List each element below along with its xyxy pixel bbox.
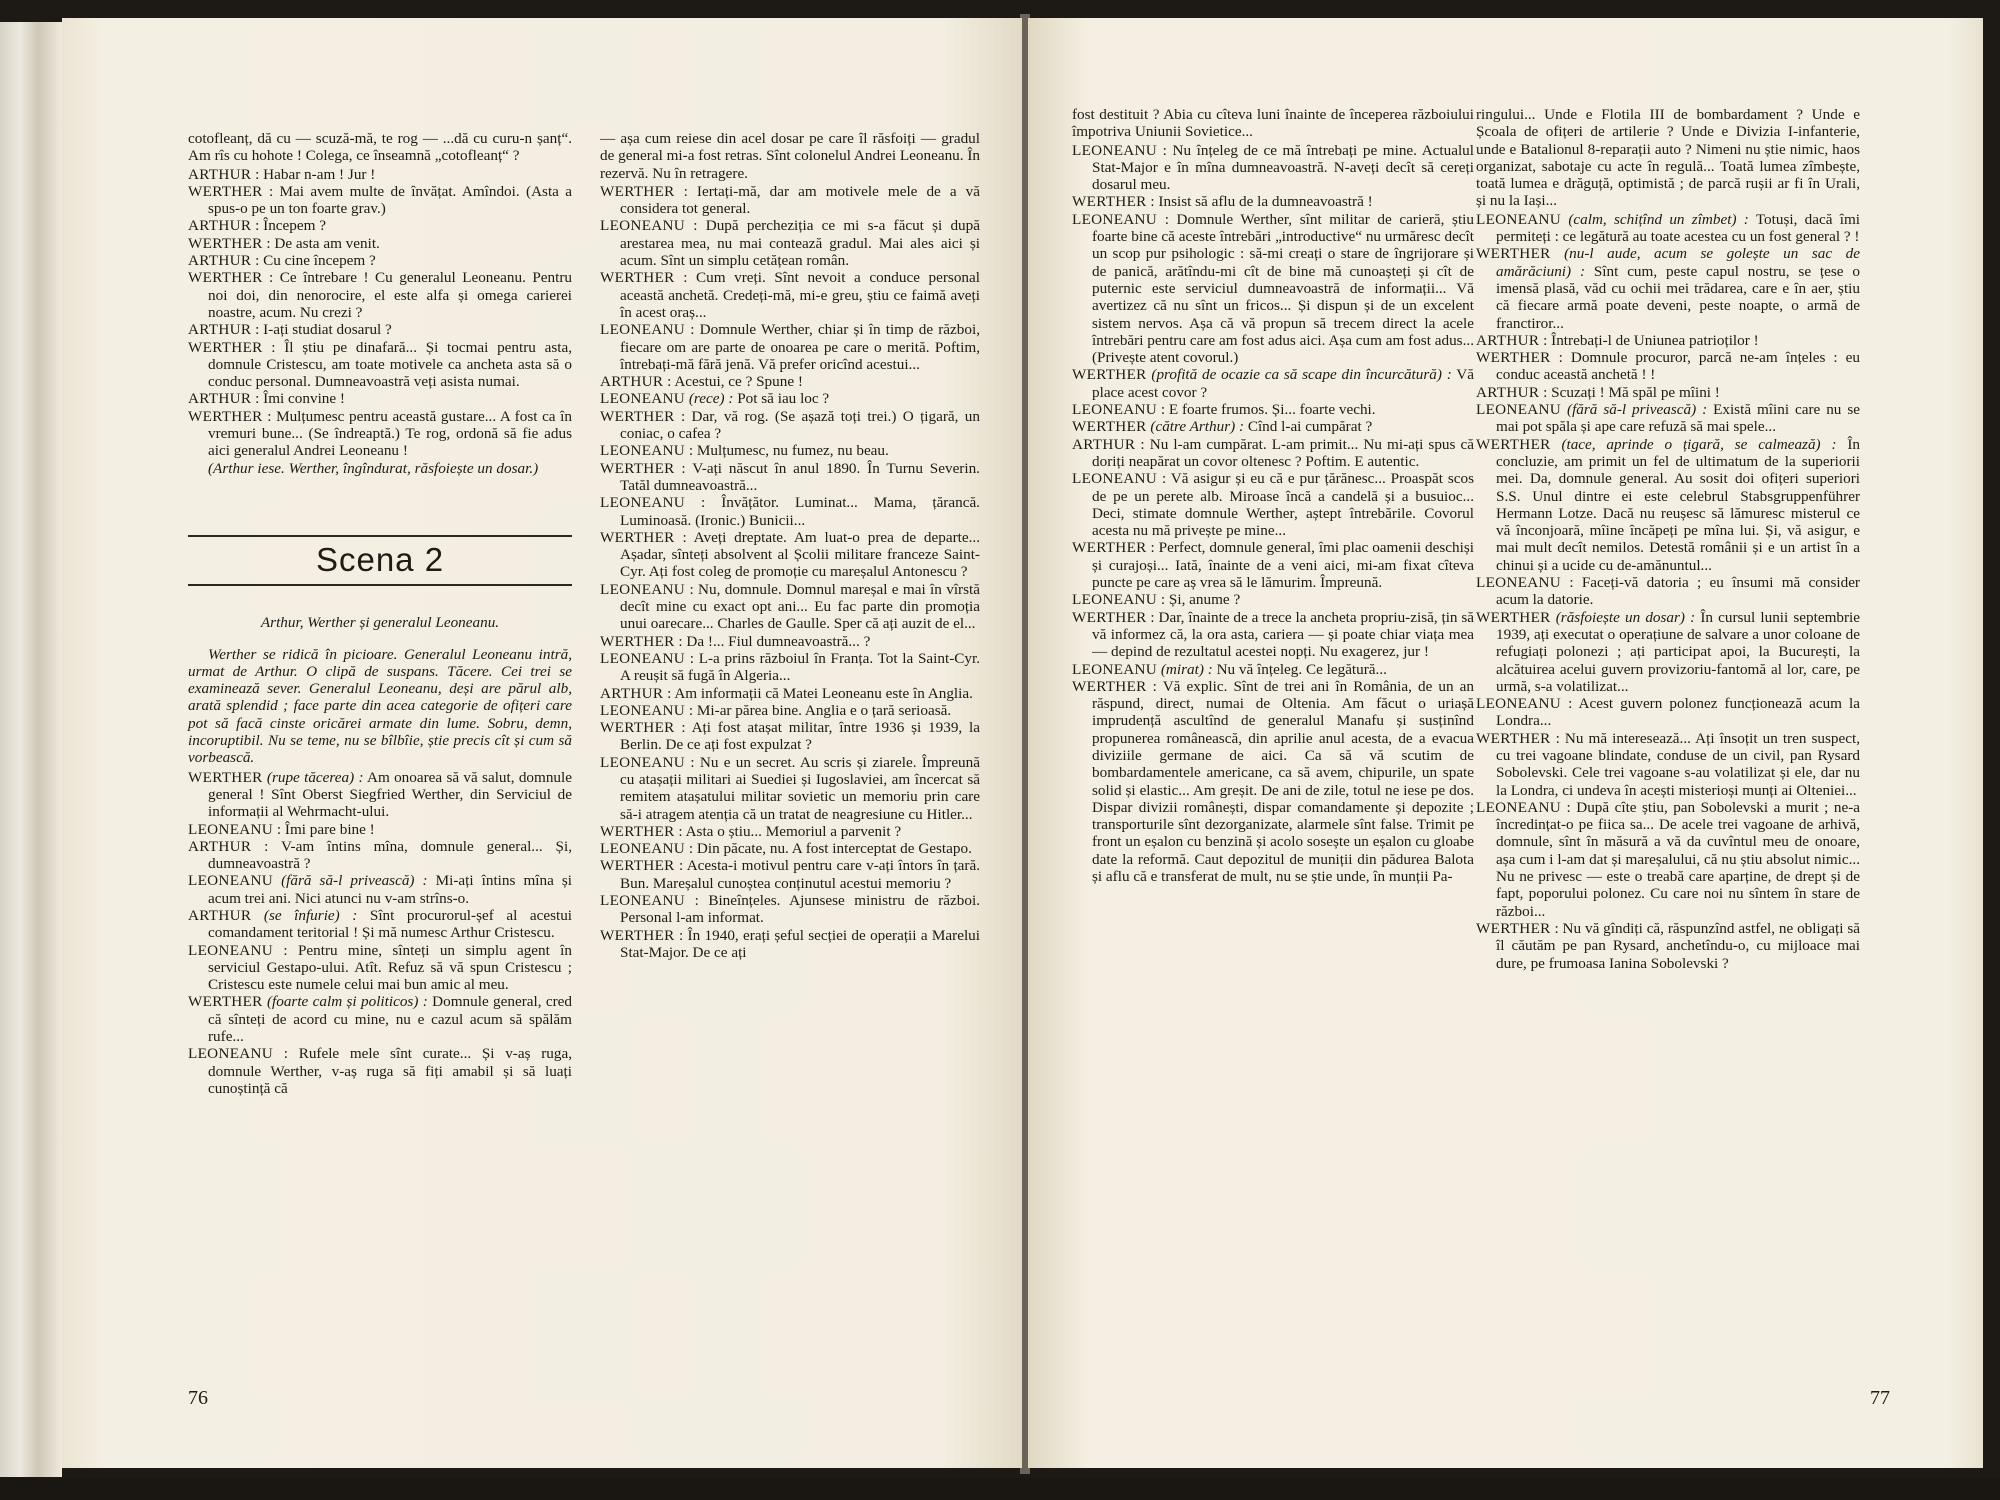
dialogue-text: Îmi convine !	[263, 390, 345, 408]
dialogue-text: Scuzați ! Mă spăl pe mîini !	[1551, 383, 1720, 401]
dialogue-text: În cursul lunii septembrie 1939, ați executat o operațiune de salvare a unor coloane de refugiați polonezi ; ați participat apoi, la București, la alcătuirea acelui guvern provizoriu-fantomă al lor, care, pe urmă, s-a volatilizat...	[1496, 608, 1860, 695]
dialogue-text: Nu l-am cumpărat. L-am primit... Nu mi-ați spus că doriți neapărat un covor oltenesc ? Poftim. E autentic.	[1092, 435, 1474, 470]
right-page-column-2	[1476, 106, 1860, 972]
dialogue-line: LEONEANU : Învățător. Luminat... Mama, țărancă. Luminoasă. (Ironic.) Bunicii...	[600, 494, 980, 529]
dialogue-line: LEONEANU : Vă asigur și eu că e pur țărănesc... Proaspăt scos de pe un perete alb. Miroase încă a candelă și a busuioc... Deci, stimate domnule Werther, aștept întrebările. Covorul acesta nu mă privește pe mine...	[1072, 470, 1474, 540]
dialogue-text: Asta o știu... Memoriul a parvenit ?	[685, 822, 902, 840]
dialogue-line: WERTHER : Acesta-i motivul pentru care v-ați întors în țară. Bun. Mareșalul cunoștea conținutul acestui memoriu ?	[600, 857, 980, 892]
dialogue-line: ARTHUR : Cu cine începem ?	[188, 252, 376, 270]
dialogue-line: ARTHUR : Am informații că Matei Leoneanu este în Anglia.	[600, 684, 973, 702]
stage-direction: (rece) :	[688, 390, 734, 408]
dialogue-line: LEONEANU : Bineînțeles. Ajunsese ministru de război. Personal l-am informat.	[600, 892, 980, 927]
speaker-name: WERTHER	[1072, 608, 1147, 626]
dialogue-text: După percheziția ce mi s-a făcut și după arestarea mea, nu mai contează gradul. Mai ales aici și acum. Sînt un simplu cetățean român.	[620, 217, 980, 270]
dialogue-line: ARTHUR : V-am întins mîna, domnule general... Și, dumneavoastră ?	[188, 837, 572, 873]
speaker-name: ARTHUR	[188, 906, 252, 924]
page-number: 76	[188, 1387, 208, 1409]
dialogue-text: Faceți-vă datoria ; eu însumi mă consider acum la datorie.	[1496, 574, 1860, 609]
stage-direction: (răsfoiește un dosar) :	[1555, 608, 1696, 626]
continued-paragraph: — așa cum reiese din acel dosar pe care îl răsfoiți — gradul de general mi-a fost retras. Sînt colonelul Andrei Leoneanu. În rezervă. Nu în retragere.	[600, 130, 980, 182]
dialogue-text: Am informații că Matei Leoneanu este în Anglia.	[674, 684, 973, 702]
dialogue-line: LEONEANU : Mulțumesc, nu fumez, nu beau.	[600, 442, 889, 460]
dialogue-line: WERTHER : Dar, înainte de a trece la ancheta propriu-zisă, țin să vă informez că, la ora asta, cariera — și poate chiar viața mea — depind de rezultatul acestei nopți. Nu exagerez, jur !	[1072, 608, 1474, 661]
speaker-name: LEONEANU	[600, 494, 686, 512]
speaker-name: ARTHUR	[600, 373, 664, 391]
dialogue-text: Acest guvern polonez funcționează acum la Londra...	[1496, 695, 1860, 730]
dialogue-text: Rufele mele sînt curate... Și v-aș ruga, domnule Werther, v-aș ruga să fiți amabil și să luați cunoștință că	[208, 1045, 572, 1097]
dialogue-text: Îmi pare bine !	[284, 820, 375, 838]
dialogue-text: I-ați studiat dosarul ?	[263, 321, 392, 339]
dialogue-text: Nu vă gîndiți că, răspunzînd astfel, ne obligați să îl căutăm pe pan Rysard, anchetîndu-o, cu mijloace mai dure, pe frumoasa Ianina Sobolevski ?	[1496, 919, 1860, 972]
dialogue-text: Mi-ar părea bine. Anglia e o țară serioasă.	[696, 701, 952, 719]
dialogue-text: V-ați născut în anul 1890. În Turnu Severin. Tatăl dumneavoastră...	[620, 459, 980, 494]
speaker-name: LEONEANU	[600, 390, 686, 408]
dialogue-line: LEONEANU : Rufele mele sînt curate... Și v-aș ruga, domnule Werther, v-aș ruga să fiți amabil și să luați cunoștință că	[188, 1045, 572, 1097]
dialogue-line: LEONEANU : Faceți-vă datoria ; eu însumi mă consider acum la datorie.	[1476, 574, 1860, 609]
dialogue-text: Mulțumesc pentru această gustare... A fost ca în vremuri bune... (Se îndreaptă.) Te rog, ordonă să fie adus aici generalul Andrei Leoneanu !	[208, 407, 572, 460]
dialogue-line	[1476, 401, 1860, 436]
dialogue-line: WERTHER : Ați fost atașat militar, între 1936 și 1939, la Berlin. De ce ați fost expulzat ?	[600, 719, 980, 754]
dialogue-line	[188, 769, 572, 821]
speaker-name: WERTHER	[188, 768, 263, 786]
dialogue-line: WERTHER : Da !... Fiul dumneavoastră... ?	[600, 632, 871, 650]
speaker-name: ARTHUR	[1476, 383, 1540, 401]
page-number: 77	[1870, 1387, 1890, 1409]
dialogue-text: Am onoarea să vă salut, domnule general ! Sînt Oberst Siegfried Werther, din Serviciul de informații al Wehrmacht-ului.	[208, 768, 572, 821]
scene-heading-block	[188, 535, 572, 586]
dialogue-text: Nu înțeleg de ce mă întrebați pe mine. Actualul Stat-Major e în mîna dumneavoastră. N-aveți decît să cereți dosarul meu.	[1092, 141, 1474, 194]
speaker-name: WERTHER	[1476, 435, 1551, 453]
stage-direction: (mirat) :	[1160, 660, 1213, 678]
dialogue-line: ARTHUR : Acestui, ce ? Spune !	[600, 373, 803, 391]
background-strip	[0, 1478, 2000, 1500]
dialogue-text: V-am întins mîna, domnule general... Și, dumneavoastră ?	[208, 837, 572, 873]
dialogue-text: După cîte știu, pan Sobolevski a murit ; ne-a încredințat-o pe fiica sa... De acele trei vagoane de arhivă, domnule, sînt în măsură a vă da cuvîntul meu de onoare, așa cum i l-am dat și mareșalului, că nu știu absolut nimic... Nu ne privesc — este o treabă care aparține, de drept și de fapt, poporului polonez. Cu care noi nu sîntem în stare de război...	[1496, 798, 1860, 920]
dialogue-line: LEONEANU : Acest guvern polonez funcționează acum la Londra...	[1476, 695, 1860, 730]
dialogue-line: WERTHER : Aveți dreptate. Am luat-o prea de departe... Așadar, sînteți absolvent al Școlii militare franceze Saint-Cyr. Ați fost coleg de promoție cu mareșalul Antonescu ?	[600, 528, 980, 581]
speaker-name: WERTHER	[1476, 245, 1551, 263]
speaker-name: ARTHUR	[188, 321, 252, 339]
dialogue-line: WERTHER : Insist să aflu de la dumneavoastră !	[1072, 193, 1373, 211]
left-page-column-2	[600, 130, 980, 961]
speaker-name: WERTHER	[1072, 677, 1147, 695]
dialogue-text: În concluzie, am primit un fel de ultimatum de la superiorii mei. Da, domnule general. Au sosit doi ofițeri superiori S.S. Unul dintre ei este celebrul Stabsgruppenführer Hermann Lotze. Dacă nu reușesc să lămuresc misterul ce vă înconjoară, mîine încăpeți pe mîna lui. Și, vă asigur, e mai mult decît nemilos. Detestă românii și e un artist în a chinui și a ucide cu de-amănuntul...	[1496, 435, 1861, 574]
speaker-name: ARTHUR	[1476, 331, 1540, 349]
dialogue-text: Vă explic. Sînt de trei ani în România, de un an răspund, direct, numai de Oltenia. Am făcut o uriașă imprudență ascultînd de generalul Manafu și susținînd propunerea românească, din aprilie anul acesta, de a evacua diviziile germane de aici. Ca să vă scutim de bombardamentele americane, ca să avem, chipurile, un spate solid și elastic... Am greșit. De ani de zile, totul ne iese pe dos. Dispar divizii românești, dispar comandamente și depozite ; transporturile sînt dezorganizate, alarmele sînt false. Trimit pe front un eșalon cu benzină și acolo sosește un eșalon cu gloabe date la reformă. Caut depozitul de muniții din pădurea Balota și aflu că e transferat de mult, nu se știe unde, în munții Pa-	[1092, 677, 1474, 886]
speaker-name: WERTHER	[600, 632, 675, 650]
speaker-name: LEONEANU	[1476, 210, 1562, 228]
dialogue-text: Vă place acest covor ?	[1092, 366, 1474, 401]
speaker-name: LEONEANU	[1072, 591, 1158, 609]
speaker-name: WERTHER	[600, 926, 675, 944]
speaker-name: LEONEANU	[600, 892, 686, 910]
dialogue-text: Perfect, domnule general, îmi plac oamenii deschiși și curajoși... Iată, înainte de a veni aici, mi-am fixat cîteva puncte pe care aș vrea să le lămurim. Împreună.	[1092, 539, 1474, 592]
speaker-name: LEONEANU	[188, 820, 274, 838]
dialogue-line: LEONEANU : Nu e un secret. Au scris și ziarele. Împreună cu atașații militari ai Suediei și Iugoslaviei, am încercat să remitem atașatului militar sovietic un memoriu prin care să-i atragem atenția că un tratat de neagresiune cu Hitler...	[600, 753, 980, 823]
speaker-name: WERTHER	[188, 269, 263, 287]
speaker-name: ARTHUR	[188, 390, 252, 408]
dialogue-text: Nu mă interesează... Ați însoțit un tren suspect, cu trei vagoane blindate, conduse de un civil, pan Rysard Sobolevski. Cele trei vagoane s-au volatilizat și ele, dar nu la Londra, ci undeva în acești misterioși munți ai Olteniei...	[1496, 729, 1860, 799]
speaker-name: ARTHUR	[188, 252, 252, 270]
dialogue-text: Iertați-mă, dar am motivele mele de a vă considera tot general.	[620, 182, 980, 218]
dialogue-text: Și, anume ?	[1168, 591, 1241, 609]
dialogue-line: LEONEANU : După percheziția ce mi s-a făcut și după arestarea mea, nu mai contează gradul. Mai ales aici și acum. Sînt un simplu cetățean român.	[600, 217, 980, 270]
dialogue-line: WERTHER : Nu vă gîndiți că, răspunzînd astfel, ne obligați să îl căutăm pe pan Rysard, anchetîndu-o, cu mijloace mai dure, pe frumoasa Ianina Sobolevski ?	[1476, 919, 1860, 972]
dialogue-line: WERTHER : De asta am venit.	[188, 234, 380, 252]
right-page-column-1	[1072, 106, 1474, 885]
dialogue-line: WERTHER : Domnule procuror, parcă ne-am înțeles : eu conduc această anchetă ! !	[1476, 349, 1860, 384]
dialogue-line: ARTHUR : Începem ?	[188, 217, 326, 235]
speaker-name: LEONEANU	[600, 442, 686, 460]
dialogue-text: Sînt procurorul-șef al acestui comandament teritorial ! Și mă numesc Arthur Cristescu.	[208, 906, 573, 942]
speaker-name: WERTHER	[188, 182, 263, 200]
dialogue-text: Da !... Fiul dumneavoastră... ?	[686, 632, 871, 650]
speaker-name: WERTHER	[1476, 919, 1551, 937]
dialogue-text: Cînd l-ai cumpărat ?	[1247, 418, 1373, 436]
dialogue-line: WERTHER : V-ați născut în anul 1890. În Turnu Severin. Tatăl dumneavoastră...	[600, 459, 980, 494]
column-text-block	[188, 646, 572, 1098]
dialogue-line	[1476, 245, 1860, 331]
dialogue-line: LEONEANU : Nu înțeleg de ce mă întrebați pe mine. Actualul Stat-Major e în mîna dumneavoastră. N-aveți decît să cereți dosarul meu.	[1072, 141, 1474, 194]
speaker-name: LEONEANU	[600, 649, 686, 667]
dialogue-line: WERTHER : Perfect, domnule general, îmi plac oamenii deschiși și curajoși... Iată, înainte de a veni aici, mi-am fixat cîteva puncte pe care aș vrea să le lămurim. Împreună.	[1072, 539, 1474, 592]
dialogue-line: ARTHUR : Nu l-am cumpărat. L-am primit... Nu mi-ați spus că doriți neapărat un covor oltenesc ? Poftim. E autentic.	[1072, 435, 1474, 470]
speaker-name: WERTHER	[600, 269, 675, 287]
speaker-name: LEONEANU	[600, 321, 686, 339]
dialogue-text: Domnule procuror, parcă ne-am înțeles : eu conduc această anchetă ! !	[1496, 349, 1860, 384]
dialogue-line	[188, 993, 572, 1045]
dialogue-text: Pentru mine, sînteți un simplu agent în serviciul Gestapo-ului. Atît. Refuz să vă spun Cristescu ; Cristescu este numele celui mai bun amic al meu.	[208, 941, 572, 994]
dialogue-text: Sînt cum, peste capul nostru, se țese o imensă plasă, văd cu ochii mei trădarea, care e în aer, știu că fiecare armă poate deveni, peste noapte, o armă de franctiror...	[1496, 262, 1860, 332]
dialogue-text: Învățător. Luminat... Mama, țărancă. Luminoasă. (Ironic.) Bunicii...	[620, 494, 980, 529]
speaker-name: LEONEANU	[1072, 660, 1158, 678]
continued-paragraph: fost destituit ? Abia cu cîteva luni înainte de începerea războiului împotriva Uniunii Sovietice...	[1072, 106, 1474, 141]
dialogue-line: WERTHER : Mulțumesc pentru această gustare... A fost ca în vremuri bune... (Se îndreaptă.) Te rog, ordonă să fie adus aici generalul Andrei Leoneanu !	[188, 407, 572, 460]
dialogue-text: Din păcate, nu. A fost interceptat de Gestapo.	[696, 840, 972, 858]
stage-direction: (către Arthur) :	[1150, 418, 1245, 436]
continued-paragraph: cotofleanț, dă cu — scuză-mă, te rog — ...dă cu curu-n șanț“. Am rîs cu hohote ! Colega, ce înseamnă „cotofleanț“ ?	[188, 130, 572, 165]
dialogue-line: LEONEANU : După cîte știu, pan Sobolevski a murit ; ne-a încredințat-o pe fiica sa... De acele trei vagoane de arhivă, domnule, sînt în măsură a vă da cuvîntul meu de onoare, așa cum i l-am dat și mareșalului, că nu știu absolut nimic... Nu ne privesc — este o treabă care aparține, de drept și de fapt, poporului polonez. Cu care noi nu sîntem în stare de război...	[1476, 798, 1860, 920]
dialogue-text: Acesta-i motivul pentru care v-ați întors în țară. Bun. Mareșalul cunoștea conținutul acestui memoriu ?	[620, 857, 980, 892]
dialogue-text: Îl știu pe dinafară... Și tocmai pentru asta, domnule Cristescu, am toate motivele ca ancheta asta să o conduc personal. Dumneavoastră veți asista numai.	[208, 338, 572, 391]
dialogue-line: LEONEANU : E foarte frumos. Și... foarte vechi.	[1072, 401, 1376, 419]
speaker-name: LEONEANU	[188, 872, 274, 890]
stage-direction: (calm, schițînd un zîmbet) :	[1568, 210, 1749, 228]
speaker-name: LEONEANU	[1072, 141, 1158, 159]
dialogue-line: ARTHUR : Scuzați ! Mă spăl pe mîini !	[1476, 383, 1720, 401]
dialogue-text: De asta am venit.	[274, 234, 380, 252]
dialogue-text: Dar, vă rog. (Se așază toți trei.) O țigară, un coniac, o cafea ?	[620, 407, 980, 443]
stage-direction: (fără să-l privească) :	[1567, 401, 1708, 419]
speaker-name: LEONEANU	[1476, 574, 1562, 592]
stage-direction-paragraph: (Arthur iese. Werther, îngîndurat, răsfoiește un dosar.)	[208, 459, 539, 477]
dialogue-text: În 1940, erați șeful secției de operații a Marelui Stat-Major. De ce ați	[620, 926, 980, 961]
speaker-name: WERTHER	[600, 182, 675, 200]
stage-direction: (foarte calm și politicos) :	[266, 993, 428, 1011]
dialogue-text: Ați fost atașat militar, între 1936 și 1939, la Berlin. De ce ați fost expulzat ?	[620, 719, 980, 754]
left-page-column-1	[188, 130, 572, 1097]
speaker-name: WERTHER	[188, 234, 263, 252]
dialogue-text: Domnule Werther, sînt militar de carieră, știu foarte bine că aceste întrebări „introductive“ nu urmăresc decît un scop pur psihologic : să-mi creați o stare de îngrijorare și de panică, arătîndu-mi cît de bine mă cunoașteți și cît de puternic este serviciul dumneavoastră de informații... Vă avertizez că nu sînt un fricos... Și dispun și de un excelent sistem nervos. Așa că vă propun să trecem direct la acele întrebări pentru care am fost adus aici. Așa cum am fost adus... (Privește atent covorul.)	[1092, 210, 1474, 367]
dialogue-line: WERTHER : Nu mă interesează... Ați însoțit un tren suspect, cu trei vagoane blindate, conduse de un civil, pan Rysard Sobolevski. Cele trei vagoane s-au volatilizat și ele, dar nu la Londra, ci undeva în acești misterioși munți ai Olteniei...	[1476, 729, 1860, 799]
dialogue-text: Domnule general, cred că sînteți de acord cu mine, nu e cazul acum să spălăm rufe...	[208, 993, 573, 1046]
dialogue-text: Mai avem multe de învățat. Amîndoi. (Asta a spus-o pe un ton foarte grav.)	[208, 182, 572, 218]
dialogue-line: ARTHUR : I-ați studiat dosarul ?	[188, 321, 392, 339]
speaker-name: WERTHER	[188, 993, 263, 1011]
dialogue-line: WERTHER : În 1940, erați șeful secției de operații a Marelui Stat-Major. De ce ați	[600, 926, 980, 961]
stage-direction-paragraph: Werther se ridică în picioare. Generalul Leoneanu intră, urmat de Arthur. O clipă de suspans. Tăcere. Cei trei se examinează sever. Generalul Leoneanu, deși are părul alb, arată splendid ; face parte din acea categorie de ofițeri care pot să facă cinste oricărei armate din lume. Sobru, demn, incoruptibil. Nu se teme, nu se bîlbîie, știe precis cît și cum să vorbească.	[188, 645, 572, 767]
speaker-name: WERTHER	[1072, 193, 1147, 211]
speaker-name: WERTHER	[1072, 539, 1147, 557]
dialogue-line	[600, 390, 980, 407]
dialogue-text: Mulțumesc, nu fumez, nu beau.	[696, 442, 889, 460]
speaker-name: ARTHUR	[188, 165, 252, 183]
dialogue-line: LEONEANU : L-a prins războiul în Franța. Tot la Saint-Cyr. A reușit să fugă în Algeria...	[600, 649, 980, 685]
stage-direction: (tace, aprinde o țigară, se calmează) :	[1561, 435, 1837, 453]
speaker-name: LEONEANU	[1072, 470, 1158, 488]
speaker-name: WERTHER	[188, 407, 263, 425]
dialogue-text: Aveți dreptate. Am luat-o prea de departe... Așadar, sînteți absolvent al Școlii militare franceze Saint-Cyr. Ați fost coleg de promoție cu mareșalul Antonescu ?	[620, 528, 980, 581]
dialogue-text: E foarte frumos. Și... foarte vechi.	[1168, 401, 1376, 419]
dialogue-line	[188, 872, 572, 907]
dialogue-line: WERTHER : Iertați-mă, dar am motivele mele de a vă considera tot general.	[600, 182, 980, 218]
dialogue-text: Vă asigur și eu că e pur țărănesc... Proaspăt scos de pe un perete alb. Miroase încă a candelă și a busuioc... Deci, stimate domnule Werther, aștept întrebările. Covorul acesta nu mă privește pe mine...	[1092, 470, 1474, 540]
dialogue-line: WERTHER : Ce întrebare ! Cu generalul Leoneanu. Pentru noi doi, din nenorocire, el este alfa și omega carierei noastre, acum. Nu crezi ?	[188, 269, 572, 321]
speaker-name: WERTHER	[1476, 729, 1551, 747]
speaker-name: LEONEANU	[1476, 401, 1562, 419]
book-binding-edge	[0, 22, 62, 1477]
dialogue-text: Insist să aflu de la dumneavoastră !	[1158, 193, 1373, 211]
dialogue-text: L-a prins războiul în Franța. Tot la Saint-Cyr. A reușit să fugă în Algeria...	[620, 649, 980, 685]
dialogue-line: ARTHUR : Îmi convine !	[188, 390, 345, 408]
continued-paragraph: ringului... Unde e Flotila III de bombardament ? Unde e Școala de ofițeri de artilerie ? Unde e Divizia I-infanterie, unde e Batalionul 8-reparații auto ? Nimeni nu știe nimic, haos organizat, sabotaje cu acte în regulă... Toată lumea zîmbește, toată lumea e drăguță, optimistă ; de parcă rușii ar fi în Urali, și nu la Iași...	[1476, 106, 1860, 210]
dialogue-line: LEONEANU : Domnule Werther, chiar și în timp de război, fiecare om are parte de onoarea pe care o merită. Poftim, întrebați-mă fără jenă. Vă prefer oricînd acestui...	[600, 321, 980, 373]
dialogue-text: Dar, înainte de a trece la ancheta propriu-zisă, țin să vă informez că, la ora asta, cariera — și poate chiar viața mea — depind de rezultatul acestei nopți. Nu exagerez, jur !	[1092, 608, 1474, 661]
dialogue-text: Cu cine începem ?	[263, 252, 376, 270]
speaker-name: ARTHUR	[188, 217, 252, 235]
speaker-name: LEONEANU	[188, 1045, 274, 1063]
speaker-name: ARTHUR	[600, 684, 664, 702]
dialogue-line: LEONEANU : Mi-ar părea bine. Anglia e o țară serioasă.	[600, 701, 952, 719]
left-page	[62, 18, 1022, 1468]
dialogue-text: Habar n-am ! Jur !	[263, 165, 376, 183]
scene-rule-bottom	[188, 584, 572, 586]
speaker-name: WERTHER	[188, 338, 263, 356]
speaker-name: WERTHER	[600, 459, 675, 477]
speaker-name: LEONEANU	[600, 753, 686, 771]
speaker-name: WERTHER	[600, 822, 675, 840]
speaker-name: LEONEANU	[1476, 695, 1562, 713]
speaker-name: LEONEANU	[1476, 798, 1562, 816]
speaker-name: LEONEANU	[600, 840, 686, 858]
stage-direction: (rupe tăcerea) :	[266, 768, 364, 786]
stage-direction: (se înfurie) :	[263, 906, 358, 924]
dialogue-text: Cum vreți. Sînt nevoit a conduce personal această anchetă. Credeți-mă, mi-e greu, știu ce faimă aveți în acest oraș...	[620, 269, 980, 321]
speaker-name: LEONEANU	[600, 580, 686, 598]
dialogue-text: Începem ?	[263, 217, 326, 235]
dialogue-line: WERTHER : Vă explic. Sînt de trei ani în România, de un an răspund, direct, numai de Oltenia. Am făcut o uriașă imprudență ascultînd de generalul Manafu și susținînd propunerea românească, din aprilie anul acesta, de a evacua diviziile germane de aici. Ca să vă scutim de bombardamentele americane, ca să avem, chipurile, un spate solid și elastic... Am greșit. De ani de zile, totul ne iese pe dos. Dispar divizii românești, dispar comandamente și depozite ; transporturile sînt dezorganizate, alarmele sînt false. Trimit pe front un eșalon cu benzină și acolo sosește un eșalon cu gloabe date la reformă. Caut depozitul de muniții din pădurea Balota și aflu că e transferat de mult, nu se știe unde, în munții Pa-	[1072, 677, 1474, 886]
speaker-name: WERTHER	[600, 719, 675, 737]
speaker-name: WERTHER	[1072, 418, 1147, 436]
scene-cast-line: Arthur, Werther și generalul Leoneanu.	[260, 614, 500, 632]
dialogue-line	[1072, 366, 1474, 401]
dialogue-line: WERTHER : Asta o știu... Memoriul a parvenit ?	[600, 822, 902, 840]
dialogue-line: LEONEANU : Nu, domnule. Domnul mareșal e mai în vîrstă decît mine cu exact opt ani... Eu fac parte din promoția unui oarecare... Charles de Gaulle. Sper că ați auzit de el...	[600, 580, 980, 633]
dialogue-line	[1476, 436, 1860, 574]
speaker-name: LEONEANU	[600, 701, 686, 719]
speaker-name: WERTHER	[1072, 366, 1147, 384]
speaker-name: WERTHER	[1476, 608, 1551, 626]
dialogue-line: WERTHER : Îl știu pe dinafară... Și tocmai pentru asta, domnule Cristescu, am toate motivele ca ancheta asta să o conduc personal. Dumneavoastră veți asista numai.	[188, 338, 572, 391]
dialogue-line: ARTHUR : Habar n-am ! Jur !	[188, 165, 376, 183]
dialogue-line: ARTHUR : Întrebați-l de Uniunea patrioților !	[1476, 331, 1759, 349]
stage-direction: (nu-l aude, acum se golește un sac de amărăciuni) :	[1496, 245, 1860, 280]
dialogue-line	[1476, 211, 1860, 246]
speaker-name: WERTHER	[1476, 349, 1551, 367]
dialogue-text: Întrebați-l de Uniunea patrioților !	[1551, 331, 1759, 349]
dialogue-text: Pot să iau loc ?	[737, 390, 830, 408]
scene-title: Scena 2	[315, 540, 445, 578]
speaker-name: LEONEANU	[600, 217, 686, 235]
dialogue-line: LEONEANU : Din păcate, nu. A fost interceptat de Gestapo.	[600, 840, 972, 858]
column-text-block	[188, 130, 572, 477]
dialogue-line	[188, 907, 572, 942]
speaker-name: ARTHUR	[1072, 435, 1136, 453]
right-page	[1028, 18, 1983, 1468]
dialogue-line	[1476, 609, 1860, 695]
dialogue-text: Totuși, dacă îmi permiteți : ce legătură au toate acestea cu un fost general ? !	[1496, 210, 1860, 246]
dialogue-line: LEONEANU : Și, anume ?	[1072, 591, 1241, 609]
speaker-name: LEONEANU	[1072, 210, 1158, 228]
dialogue-text: Nu, domnule. Domnul mareșal e mai în vîrstă decît mine cu exact opt ani... Eu fac parte din promoția unui oarecare... Charles de Gaulle. Sper că ați auzit de el...	[620, 580, 980, 633]
speaker-name: ARTHUR	[188, 837, 252, 855]
dialogue-line: WERTHER : Dar, vă rog. (Se așază toți trei.) O țigară, un coniac, o cafea ?	[600, 407, 980, 443]
dialogue-text: Nu vă înțeleg. Ce legătură...	[1216, 660, 1387, 678]
dialogue-text: Ce întrebare ! Cu generalul Leoneanu. Pentru noi doi, din nenorocire, el este alfa și omega carierei noastre, acum. Nu crezi ?	[208, 269, 572, 321]
dialogue-line	[1072, 418, 1474, 435]
dialogue-text: Nu e un secret. Au scris și ziarele. Împreună cu atașații militari ai Suediei și Iugoslaviei, am încercat să remitem atașatului militar sovietic un memoriu prin care să-i atragem atenția că un tratat de neagresiune cu Hitler...	[620, 753, 980, 823]
dialogue-line	[1072, 661, 1474, 678]
dialogue-text: Bineînțeles. Ajunsese ministru de război. Personal l-am informat.	[620, 892, 980, 927]
dialogue-line: WERTHER : Mai avem multe de învățat. Amîndoi. (Asta a spus-o pe un ton foarte grav.)	[188, 182, 572, 218]
dialogue-line: WERTHER : Cum vreți. Sînt nevoit a conduce personal această anchetă. Credeți-mă, mi-e greu, știu ce faimă aveți în acest oraș...	[600, 269, 980, 321]
speaker-name: WERTHER	[600, 407, 675, 425]
speaker-name: WERTHER	[600, 528, 675, 546]
speaker-name: LEONEANU	[1072, 401, 1158, 419]
speaker-name: LEONEANU	[188, 941, 274, 959]
dialogue-line: LEONEANU : Pentru mine, sînteți un simplu agent în serviciul Gestapo-ului. Atît. Refuz să vă spun Cristescu ; Cristescu este numele celui mai bun amic al meu.	[188, 941, 572, 994]
dialogue-text: Domnule Werther, chiar și în timp de război, fiecare om are parte de onoarea pe care o merită. Poftim, întrebați-mă fără jenă. Vă prefer oricînd acestui...	[620, 321, 980, 373]
dialogue-line: LEONEANU : Îmi pare bine !	[188, 820, 375, 838]
dialogue-line: LEONEANU : Domnule Werther, sînt militar de carieră, știu foarte bine că aceste întrebări „introductive“ nu urmăresc decît un scop pur psihologic : să-mi creați o stare de îngrijorare și de panică, arătîndu-mi cît de bine mă cunoașteți și cît de puternic este serviciul dumneavoastră de informații... Vă avertizez că nu sînt un fricos... Și dispun și de un excelent sistem nervos. Așa că vă propun să trecem direct la acele întrebări pentru care am fost adus aici. Așa cum am fost adus... (Privește atent covorul.)	[1072, 210, 1474, 367]
stage-direction: (profită de ocazie ca să scape din încurcătură) :	[1151, 366, 1452, 384]
dialogue-text: Există mîini care nu se mai pot spăla și ape care refuză să mai spele...	[1496, 401, 1860, 436]
speaker-name: WERTHER	[600, 857, 675, 875]
dialogue-text: Acestui, ce ? Spune !	[674, 373, 803, 391]
dialogue-text: Mi-ați întins mîna și acum trei ani. Nici atunci nu v-am strîns-o.	[208, 872, 572, 907]
stage-direction: (fără să-l privească) :	[281, 872, 428, 890]
